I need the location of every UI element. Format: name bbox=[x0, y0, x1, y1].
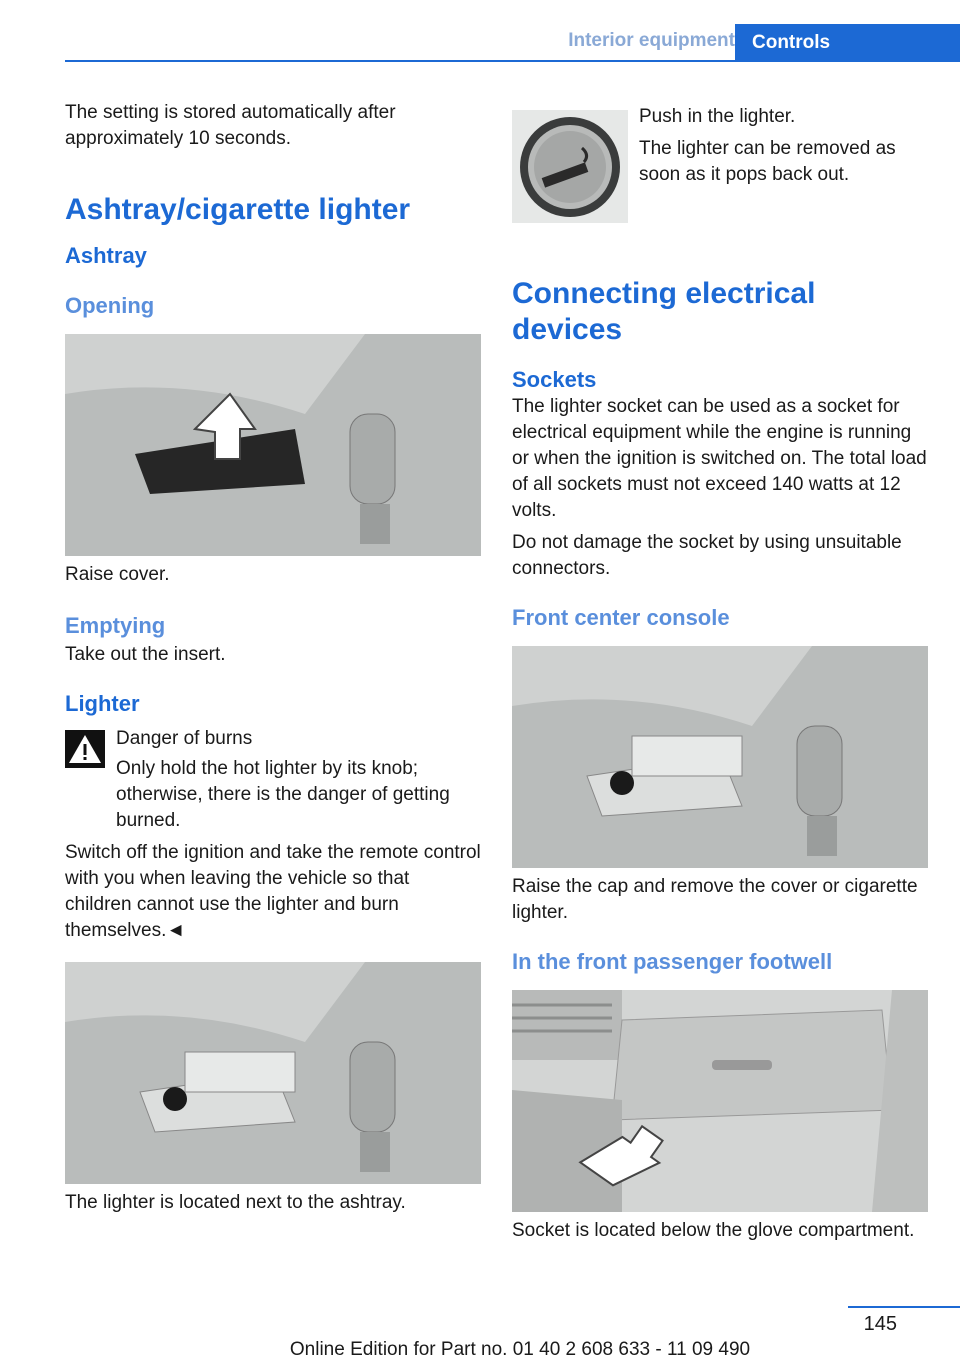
warning-block bbox=[65, 726, 481, 834]
warning-icon bbox=[65, 730, 105, 768]
emptying-text: Take out the insert. bbox=[65, 644, 226, 665]
lighter-location-image bbox=[65, 962, 481, 1184]
push-in-text: Push in the lighter. bbox=[639, 106, 796, 127]
footer-divider bbox=[848, 1306, 960, 1308]
left-column bbox=[65, 100, 481, 1216]
page-number: 145 bbox=[863, 1313, 897, 1335]
header-tab: Controls bbox=[735, 24, 960, 62]
caption-passenger-footwell: Socket is located below the glove compartment. bbox=[512, 1220, 915, 1241]
right-column bbox=[512, 276, 928, 1244]
heading-ashtray-lighter: Ashtray/cigarette lighter bbox=[65, 193, 411, 226]
warning-text-2: Switch off the ignition and take the remote control with you when leaving the vehicle so that children cannot use the lighter and burn themselves.◄ bbox=[65, 842, 481, 941]
heading-ashtray: Ashtray bbox=[65, 243, 147, 268]
footer-edition: Online Edition for Part no. 01 40 2 608 633 - 11 09 490 bbox=[289, 1339, 751, 1360]
ashtray-opening-image bbox=[65, 334, 481, 556]
warning-text: Only hold the hot lighter by its knob; otherwise, there is the danger of getting burned. bbox=[116, 758, 450, 831]
damage-text: Do not damage the socket by using unsuitable connectors. bbox=[512, 532, 902, 579]
sockets-text: The lighter socket can be used as a socket for electrical equipment while the engine is running or when the ignition is switched on. The total load of all sockets must not exceed 140 watts at 12 volts. bbox=[512, 396, 927, 521]
intro-text: The setting is stored automatically after approximately 10 seconds. bbox=[65, 102, 396, 149]
caption-front-console: Raise the cap and remove the cover or cigarette lighter. bbox=[512, 876, 918, 923]
heading-connecting: Connecting electrical devices bbox=[512, 277, 816, 346]
front-console-image bbox=[512, 646, 928, 868]
push-in-details: The lighter can be removed as soon as it pops back out. bbox=[639, 138, 896, 185]
page-header bbox=[65, 0, 960, 62]
caption-lighter-location: The lighter is located next to the ashtray. bbox=[65, 1192, 406, 1213]
header-section: Interior equipment bbox=[568, 30, 735, 51]
passenger-footwell-image bbox=[512, 990, 928, 1212]
heading-sockets: Sockets bbox=[512, 367, 597, 392]
warning-title: Danger of burns bbox=[116, 728, 253, 749]
lighter-push-text bbox=[639, 104, 929, 188]
heading-opening: Opening bbox=[65, 293, 155, 318]
heading-passenger-footwell: In the front passenger footwell bbox=[512, 949, 833, 974]
caption-raise-cover: Raise cover. bbox=[65, 564, 170, 585]
lighter-image bbox=[512, 110, 628, 223]
heading-front-console: Front center console bbox=[512, 605, 730, 630]
heading-emptying: Emptying bbox=[65, 613, 166, 638]
heading-lighter: Lighter bbox=[65, 691, 140, 716]
